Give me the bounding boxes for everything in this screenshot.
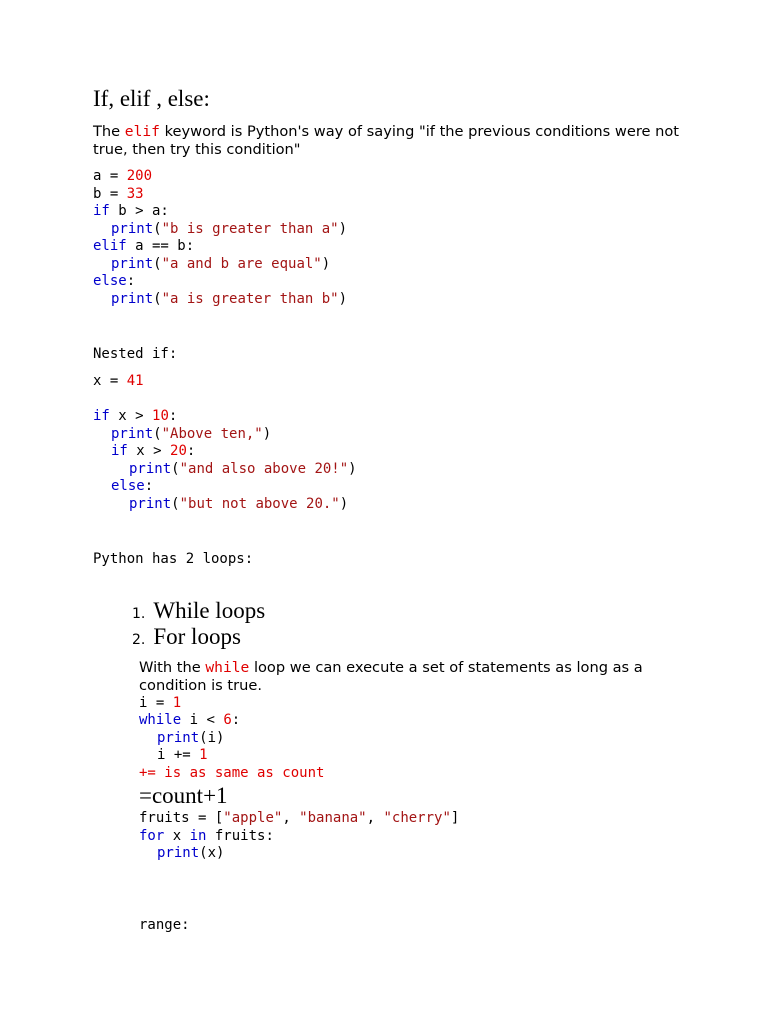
intro-text-rest: keyword is Python's way of saying "if the previous conditions were not true, then try this condition" (93, 123, 680, 158)
code-line: print("but not above 20.") (129, 496, 349, 512)
elif-keyword: elif (124, 123, 160, 140)
code-line: if b > a: (93, 203, 169, 219)
list-number: 2. (132, 632, 146, 648)
code-line: i += 1 (157, 747, 208, 763)
while-keyword: while (205, 659, 250, 676)
code-line: for x in fruits: (139, 828, 274, 844)
increment-note: += is as same as count (139, 765, 325, 781)
code-line: print(x) (157, 845, 225, 861)
while-intro-paragraph (139, 659, 679, 695)
code-line: print("a and b are equal") (111, 256, 331, 272)
code-line: print("Above ten,") (111, 426, 272, 442)
list-number: 1. (132, 606, 146, 622)
list-text: While loops (153, 598, 266, 623)
code-line: print("a is greater than b") (111, 291, 348, 307)
while-intro-text-rest: loop we can execute a set of statements as long as a condition is true. (139, 659, 643, 694)
nested-if-label: Nested if: (93, 346, 178, 362)
elif-intro-paragraph (93, 123, 693, 159)
code-line: b = 33 (93, 186, 144, 202)
code-line: while i < 6: (139, 712, 241, 728)
page-title: If, elif , else: (93, 86, 210, 111)
code-line: a = 200 (93, 168, 153, 184)
code-line: print("b is greater than a") (111, 221, 348, 237)
list-text: For loops (153, 624, 241, 649)
code-line: else: (93, 273, 136, 289)
code-line: fruits = ["apple", "banana", "cherry"] (139, 810, 460, 826)
code-line: print(i) (157, 730, 225, 746)
code-line: elif a == b: (93, 238, 195, 254)
loops-label: Python has 2 loops: (93, 551, 254, 567)
range-label: range: (139, 917, 190, 933)
code-line: if x > 20: (111, 443, 196, 459)
code-line: else: (111, 478, 154, 494)
code-line: x = 41 (93, 373, 144, 389)
code-line: i = 1 (139, 695, 182, 711)
while-intro-text: With the (139, 659, 206, 676)
code-line: if x > 10: (93, 408, 178, 424)
intro-text: The (93, 123, 125, 140)
code-line: print("and also above 20!") (129, 461, 357, 477)
count-note: =count+1 (139, 783, 228, 808)
